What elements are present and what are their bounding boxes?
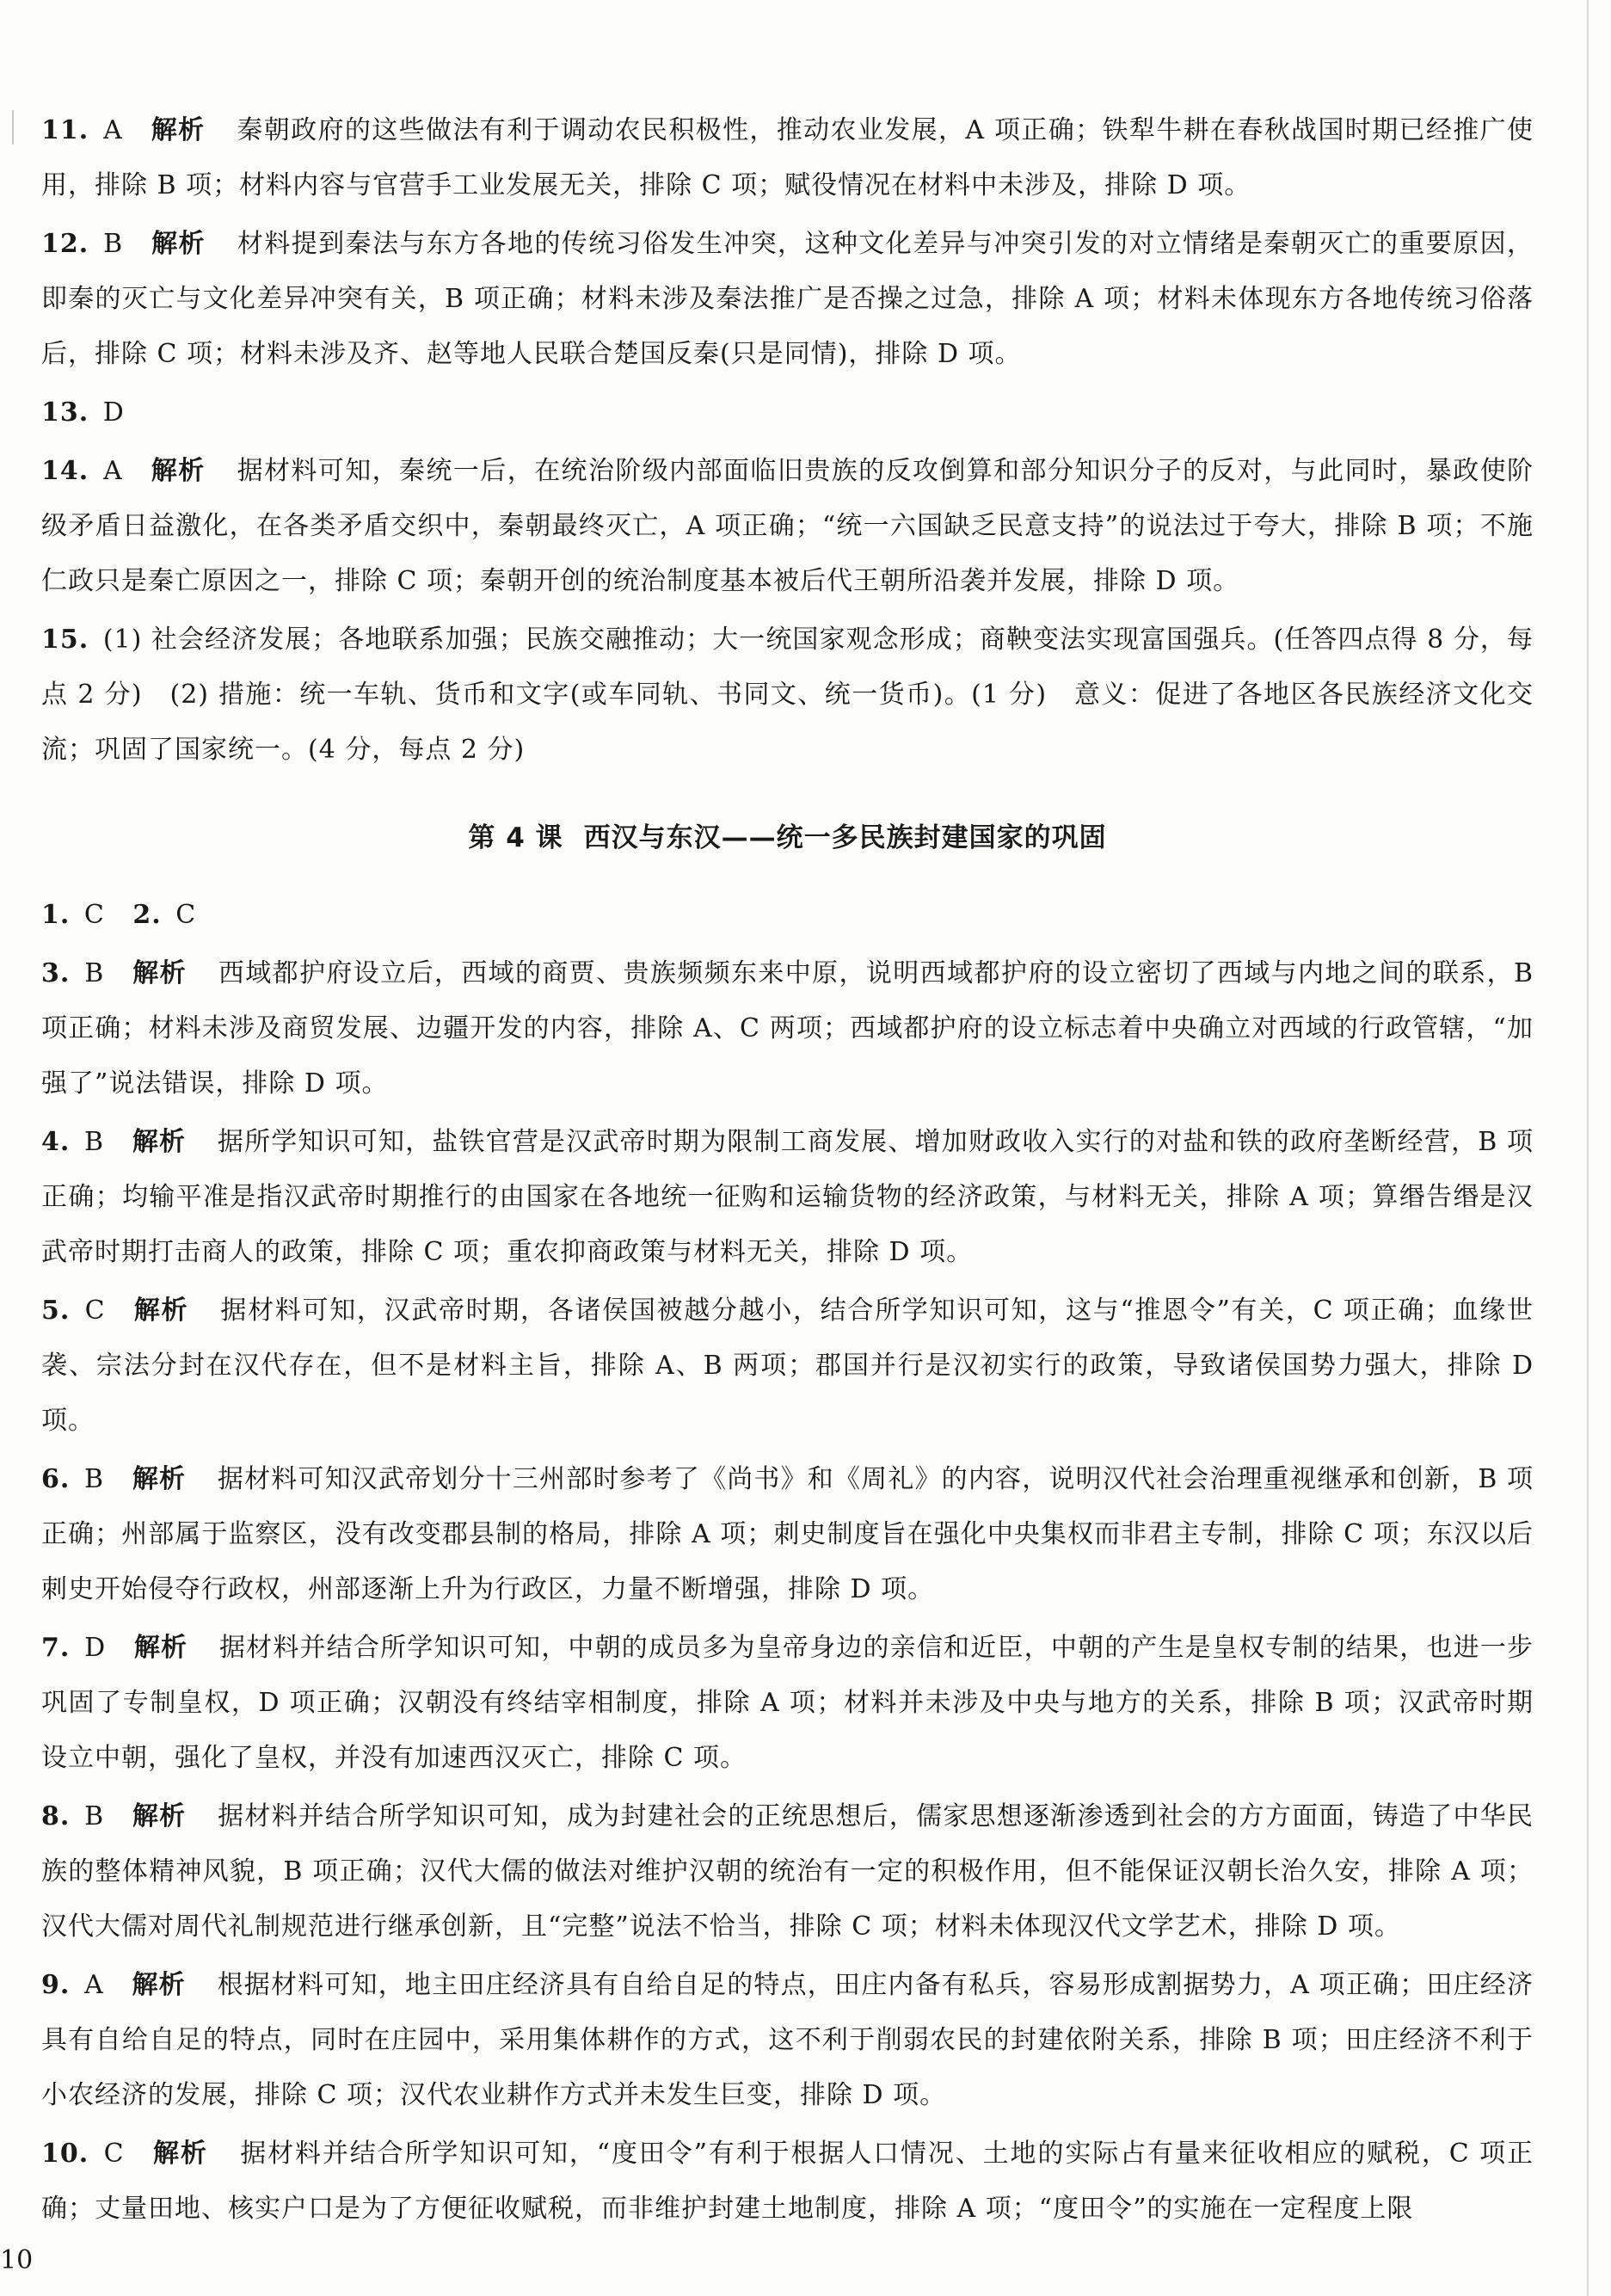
analysis-text: 秦朝政府的这些做法有利于调动农民积极性，推动农业发展，A 项正确；铁犁牛耕在春秋战国时期已经推广使用，排除 B 项；材料内容与官营手工业发展无关，排除 C 项；赋役情况在材料中未涉及，排除 D 项。: [41, 115, 1534, 200]
item-answer: A: [103, 115, 123, 145]
item-number: 10.: [41, 2139, 89, 2169]
item-answer: D: [84, 1633, 107, 1663]
page-edge-rule: [1587, 0, 1589, 2296]
answer-text: (1) 社会经济发展；各地联系加强；民族交融推动；大一统国家观念形成；商鞅变法实现富国强兵。(任答四点得 8 分，每点 2 分) (2) 措施：统一车轨、货币和文字(或车同轨、书同文、统一货币)。(1 分) 意义：促进了各地区各民族经济文化交流；巩固了国家统一。(4 分，每点 2 分): [41, 625, 1534, 765]
item-answer: C: [103, 2139, 125, 2169]
item-number: 3.: [41, 958, 71, 988]
item-answer: B: [84, 1127, 105, 1157]
answer-item-13: [41, 385, 1534, 440]
item-number: 15.: [41, 625, 89, 655]
analysis-text: 根据材料可知，地主田庄经济具有自给自足的特点，田庄内备有私兵，容易形成割据势力，A 项正确；田庄经济具有自给自足的特点，同时在庄园中，采用集体耕作的方式，这不利于削弱农民的封建依附关系，排除 B 项；田庄经济不利于小农经济的发展，排除 C 项；汉代农业耕作方式并未发生巨变，排除 D 项。: [41, 1970, 1534, 2110]
analysis-label: 解析: [133, 1296, 189, 1326]
answer-item-15: [41, 612, 1534, 778]
answer-content: [41, 103, 1534, 2240]
lesson-number: 第 4 课: [468, 822, 563, 853]
answer-item-7: [41, 1621, 1534, 1786]
item-answer: B: [84, 1464, 105, 1494]
margin-mark: [12, 110, 14, 145]
answer-item-11: [41, 103, 1534, 213]
lesson-heading: [41, 810, 1534, 865]
item-number: 13.: [41, 397, 89, 428]
analysis-label: 解析: [153, 2139, 208, 2169]
analysis-label: 解析: [151, 115, 206, 145]
answer-item-6: [41, 1452, 1534, 1617]
answer-item-3: [41, 946, 1534, 1111]
item-number: 2.: [132, 900, 162, 930]
answer-item-14: [41, 444, 1534, 609]
item-number: 4.: [41, 1127, 71, 1157]
analysis-text: 据材料并结合所学知识可知，中朝的成员多为皇帝身边的亲信和近臣，中朝的产生是皇权专制的结果，也进一步巩固了专制皇权，D 项正确；汉朝没有终结宰相制度，排除 A 项；材料并未涉及中央与地方的关系，排除 B 项；汉武帝时期设立中朝，强化了皇权，并没有加速西汉灭亡，排除 C 项。: [41, 1633, 1534, 1773]
lesson-title: 西汉与东汉——统一多民族封建国家的巩固: [583, 822, 1107, 853]
analysis-label: 解析: [133, 1633, 188, 1663]
item-answer: B: [84, 958, 105, 988]
analysis-text: 西域都护府设立后，西域的商贾、贵族频频东来中原，说明西域都护府的设立密切了西域与内地之间的联系，B 项正确；材料未涉及商贸发展、边疆开发的内容，排除 A、C 两项；西域都护府的设立标志着中央确立对西域的行政管辖，“加强了”说法错误，排除 D 项。: [41, 958, 1534, 1099]
answer-item-9: [41, 1958, 1534, 2123]
analysis-text: 据材料并结合所学知识可知，成为封建社会的正统思想后，儒家思想逐渐渗透到社会的方方面面，铸造了中华民族的整体精神风貌，B 项正确；汉代大儒的做法对维护汉朝的统治有一定的积极作用，但不能保证汉朝长治久安，排除 A 项；汉代大儒对周代礼制规范进行继承创新，且“完整”说法不恰当，排除 C 项；材料未体现汉代文学艺术，排除 D 项。: [41, 1801, 1534, 1942]
item-answer: B: [103, 229, 124, 259]
answer-item-1-2: [41, 888, 1534, 943]
item-number: 12.: [41, 229, 89, 259]
item-number: 8.: [41, 1801, 71, 1831]
analysis-label: 解析: [132, 1801, 187, 1831]
item-answer: C: [84, 1296, 106, 1326]
item-number: 11.: [41, 115, 89, 145]
item-answer: D: [102, 397, 125, 428]
item-number: 7.: [41, 1633, 71, 1663]
item-number: 6.: [41, 1464, 71, 1494]
analysis-text: 据材料可知，秦统一后，在统治阶级内部面临旧贵族的反攻倒算和部分知识分子的反对，与此同时，暴政使阶级矛盾日益激化，在各类矛盾交织中，秦朝最终灭亡，A 项正确；“统一六国缺乏民意支持”的说法过于夸大，排除 B 项；不施仁政只是秦亡原因之一，排除 C 项；秦朝开创的统治制度基本被后代王朝所沿袭并发展，排除 D 项。: [41, 456, 1534, 596]
analysis-label: 解析: [132, 1127, 187, 1157]
answer-item-10: [41, 2127, 1534, 2237]
item-answer: B: [84, 1801, 105, 1831]
analysis-label: 解析: [132, 1464, 187, 1494]
analysis-text: 据材料可知汉武帝划分十三州部时参考了《尚书》和《周礼》的内容，说明汉代社会治理重视继承和创新，B 项正确；州部属于监察区，没有改变郡县制的格局，排除 A 项；刺史制度旨在强化中央集权而非君主专制，排除 C 项；东汉以后刺史开始侵夺行政权，州部逐渐上升为行政区，力量不断增强，排除 D 项。: [41, 1464, 1534, 1604]
answer-item-12: [41, 217, 1534, 382]
analysis-label: 解析: [151, 456, 206, 486]
analysis-label: 解析: [132, 1970, 186, 2000]
analysis-text: 据材料并结合所学知识可知，“度田令”有利于根据人口情况、土地的实际占有量来征收相应的赋税，C 项正确；丈量田地、核实户口是为了方便征收赋税，而非维护封建土地制度，排除 A 项；“度田令”的实施在一定程度上限: [41, 2139, 1534, 2224]
item-number: 5.: [41, 1296, 71, 1326]
analysis-text: 材料提到秦法与东方各地的传统习俗发生冲突，这种文化差异与冲突引发的对立情绪是秦朝灭亡的重要原因，即秦的灭亡与文化差异冲突有关，B 项正确；材料未涉及秦法推广是否操之过急，排除 A 项；材料未体现东方各地传统习俗落后，排除 C 项；材料未涉及齐、赵等地人民联合楚国反秦(只是同情)，排除 D 项。: [41, 229, 1534, 369]
item-answer: C: [175, 900, 197, 930]
item-answer: A: [103, 456, 123, 486]
answer-item-4: [41, 1115, 1534, 1280]
analysis-text: 据所学知识可知，盐铁官营是汉武帝时期为限制工商发展、增加财政收入实行的对盐和铁的政府垄断经营，B 项正确；均输平准是指汉武帝时期推行的由国家在各地统一征购和运输货物的经济政策，与材料无关，排除 A 项；算缗告缗是汉武帝时期打击商人的政策，排除 C 项；重农抑商政策与材料无关，排除 D 项。: [41, 1127, 1534, 1267]
item-number: 1.: [41, 900, 71, 930]
analysis-text: 据材料可知，汉武帝时期，各诸侯国被越分越小，结合所学知识可知，这与“推恩令”有关，C 项正确；血缘世袭、宗法分封在汉代存在，但不是材料主旨，排除 A、B 两项；郡国并行是汉初实行的政策，导致诸侯国势力强大，排除 D 项。: [41, 1296, 1534, 1436]
item-answer: C: [83, 900, 105, 930]
page-number: 10: [0, 2245, 34, 2275]
analysis-label: 解析: [132, 958, 187, 988]
analysis-label: 解析: [151, 229, 206, 259]
item-answer: A: [84, 1970, 104, 2000]
answer-item-8: [41, 1789, 1534, 1954]
item-number: 9.: [41, 1970, 71, 2000]
answer-item-5: [41, 1283, 1534, 1449]
item-number: 14.: [41, 456, 89, 486]
